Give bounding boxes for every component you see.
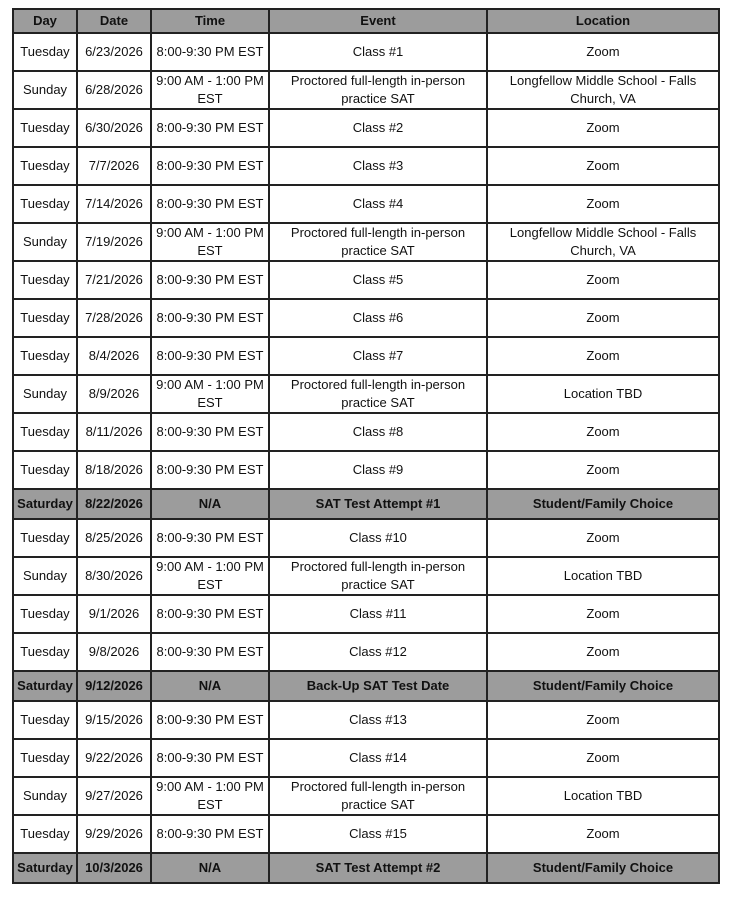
cell-event: SAT Test Attempt #2 <box>269 853 487 883</box>
cell-day: Sunday <box>13 223 77 261</box>
cell-day: Tuesday <box>13 815 77 853</box>
cell-time: 8:00-9:30 PM EST <box>151 413 269 451</box>
cell-date: 8/25/2026 <box>77 519 151 557</box>
cell-event: Class #8 <box>269 413 487 451</box>
cell-date: 7/19/2026 <box>77 223 151 261</box>
cell-day: Tuesday <box>13 739 77 777</box>
cell-event: Back-Up SAT Test Date <box>269 671 487 701</box>
cell-location: Zoom <box>487 451 719 489</box>
cell-day: Sunday <box>13 777 77 815</box>
cell-event: Class #11 <box>269 595 487 633</box>
cell-location: Location TBD <box>487 375 719 413</box>
cell-day: Tuesday <box>13 701 77 739</box>
table-row <box>13 595 719 633</box>
cell-location: Zoom <box>487 185 719 223</box>
cell-location: Student/Family Choice <box>487 671 719 701</box>
cell-location: Longfellow Middle School - Falls Church, VA <box>487 223 719 261</box>
cell-time: 8:00-9:30 PM EST <box>151 337 269 375</box>
cell-location: Zoom <box>487 413 719 451</box>
cell-day: Tuesday <box>13 337 77 375</box>
cell-event: Class #5 <box>269 261 487 299</box>
cell-time: 9:00 AM - 1:00 PM EST <box>151 777 269 815</box>
cell-day: Tuesday <box>13 147 77 185</box>
table-row <box>13 185 719 223</box>
cell-day: Tuesday <box>13 413 77 451</box>
header-day: Day <box>13 9 77 33</box>
table-row <box>13 337 719 375</box>
cell-event: Class #14 <box>269 739 487 777</box>
cell-day: Sunday <box>13 375 77 413</box>
cell-time: 8:00-9:30 PM EST <box>151 451 269 489</box>
cell-time: 8:00-9:30 PM EST <box>151 33 269 71</box>
cell-event: Proctored full-length in-person practice SAT <box>269 375 487 413</box>
cell-location: Zoom <box>487 595 719 633</box>
cell-location: Location TBD <box>487 777 719 815</box>
table-row <box>13 739 719 777</box>
table-row <box>13 671 719 701</box>
cell-location: Longfellow Middle School - Falls Church, VA <box>487 71 719 109</box>
cell-day: Saturday <box>13 853 77 883</box>
cell-time: 8:00-9:30 PM EST <box>151 701 269 739</box>
cell-location: Zoom <box>487 519 719 557</box>
cell-location: Zoom <box>487 739 719 777</box>
cell-event: SAT Test Attempt #1 <box>269 489 487 519</box>
cell-time: 8:00-9:30 PM EST <box>151 739 269 777</box>
cell-date: 8/9/2026 <box>77 375 151 413</box>
cell-location: Zoom <box>487 633 719 671</box>
cell-time: 8:00-9:30 PM EST <box>151 261 269 299</box>
cell-event: Class #4 <box>269 185 487 223</box>
cell-day: Saturday <box>13 671 77 701</box>
cell-time: 8:00-9:30 PM EST <box>151 109 269 147</box>
cell-time: 9:00 AM - 1:00 PM EST <box>151 71 269 109</box>
cell-location: Zoom <box>487 337 719 375</box>
cell-event: Class #6 <box>269 299 487 337</box>
cell-date: 9/1/2026 <box>77 595 151 633</box>
cell-day: Tuesday <box>13 109 77 147</box>
cell-location: Student/Family Choice <box>487 489 719 519</box>
cell-day: Tuesday <box>13 595 77 633</box>
cell-date: 9/29/2026 <box>77 815 151 853</box>
table-body <box>13 33 719 883</box>
table-row <box>13 33 719 71</box>
schedule-table <box>12 8 720 884</box>
table-row <box>13 71 719 109</box>
cell-date: 10/3/2026 <box>77 853 151 883</box>
cell-time: 8:00-9:30 PM EST <box>151 595 269 633</box>
cell-location: Zoom <box>487 147 719 185</box>
cell-date: 8/18/2026 <box>77 451 151 489</box>
cell-date: 8/22/2026 <box>77 489 151 519</box>
table-row <box>13 413 719 451</box>
cell-day: Sunday <box>13 557 77 595</box>
table-row <box>13 375 719 413</box>
cell-date: 9/15/2026 <box>77 701 151 739</box>
cell-time: 8:00-9:30 PM EST <box>151 815 269 853</box>
table-row <box>13 777 719 815</box>
table-row <box>13 701 719 739</box>
cell-day: Saturday <box>13 489 77 519</box>
cell-time: N/A <box>151 853 269 883</box>
cell-event: Class #2 <box>269 109 487 147</box>
cell-event: Proctored full-length in-person practice SAT <box>269 777 487 815</box>
cell-date: 7/21/2026 <box>77 261 151 299</box>
cell-date: 9/12/2026 <box>77 671 151 701</box>
cell-location: Location TBD <box>487 557 719 595</box>
cell-event: Class #9 <box>269 451 487 489</box>
table-row <box>13 147 719 185</box>
cell-event: Proctored full-length in-person practice SAT <box>269 557 487 595</box>
cell-event: Class #3 <box>269 147 487 185</box>
cell-date: 8/4/2026 <box>77 337 151 375</box>
cell-event: Proctored full-length in-person practice SAT <box>269 71 487 109</box>
cell-event: Class #7 <box>269 337 487 375</box>
cell-time: 8:00-9:30 PM EST <box>151 519 269 557</box>
cell-event: Class #15 <box>269 815 487 853</box>
cell-event: Proctored full-length in-person practice SAT <box>269 223 487 261</box>
cell-time: 9:00 AM - 1:00 PM EST <box>151 375 269 413</box>
cell-time: 8:00-9:30 PM EST <box>151 185 269 223</box>
table-row <box>13 853 719 883</box>
cell-time: 8:00-9:30 PM EST <box>151 147 269 185</box>
cell-event: Class #13 <box>269 701 487 739</box>
cell-location: Zoom <box>487 815 719 853</box>
cell-date: 7/14/2026 <box>77 185 151 223</box>
cell-day: Tuesday <box>13 633 77 671</box>
table-row <box>13 519 719 557</box>
table-row <box>13 489 719 519</box>
table-row <box>13 299 719 337</box>
header-row <box>13 9 719 33</box>
table-row <box>13 451 719 489</box>
cell-day: Sunday <box>13 71 77 109</box>
cell-date: 9/8/2026 <box>77 633 151 671</box>
cell-location: Zoom <box>487 33 719 71</box>
table-row <box>13 557 719 595</box>
cell-time: 9:00 AM - 1:00 PM EST <box>151 557 269 595</box>
cell-date: 8/11/2026 <box>77 413 151 451</box>
table-row <box>13 223 719 261</box>
cell-date: 6/30/2026 <box>77 109 151 147</box>
cell-date: 6/23/2026 <box>77 33 151 71</box>
cell-date: 7/7/2026 <box>77 147 151 185</box>
cell-event: Class #12 <box>269 633 487 671</box>
cell-location: Zoom <box>487 299 719 337</box>
cell-date: 8/30/2026 <box>77 557 151 595</box>
cell-day: Tuesday <box>13 33 77 71</box>
header-date: Date <box>77 9 151 33</box>
header-time: Time <box>151 9 269 33</box>
table-row <box>13 109 719 147</box>
header-event: Event <box>269 9 487 33</box>
table-row <box>13 815 719 853</box>
cell-location: Zoom <box>487 261 719 299</box>
cell-time: N/A <box>151 489 269 519</box>
cell-date: 6/28/2026 <box>77 71 151 109</box>
cell-event: Class #1 <box>269 33 487 71</box>
cell-day: Tuesday <box>13 519 77 557</box>
cell-date: 9/27/2026 <box>77 777 151 815</box>
cell-location: Zoom <box>487 109 719 147</box>
cell-time: 8:00-9:30 PM EST <box>151 299 269 337</box>
cell-time: 9:00 AM - 1:00 PM EST <box>151 223 269 261</box>
cell-location: Zoom <box>487 701 719 739</box>
cell-event: Class #10 <box>269 519 487 557</box>
cell-date: 9/22/2026 <box>77 739 151 777</box>
header-location: Location <box>487 9 719 33</box>
cell-time: N/A <box>151 671 269 701</box>
cell-day: Tuesday <box>13 261 77 299</box>
cell-date: 7/28/2026 <box>77 299 151 337</box>
cell-day: Tuesday <box>13 185 77 223</box>
table-row <box>13 633 719 671</box>
cell-day: Tuesday <box>13 451 77 489</box>
cell-location: Student/Family Choice <box>487 853 719 883</box>
cell-day: Tuesday <box>13 299 77 337</box>
table-row <box>13 261 719 299</box>
cell-time: 8:00-9:30 PM EST <box>151 633 269 671</box>
